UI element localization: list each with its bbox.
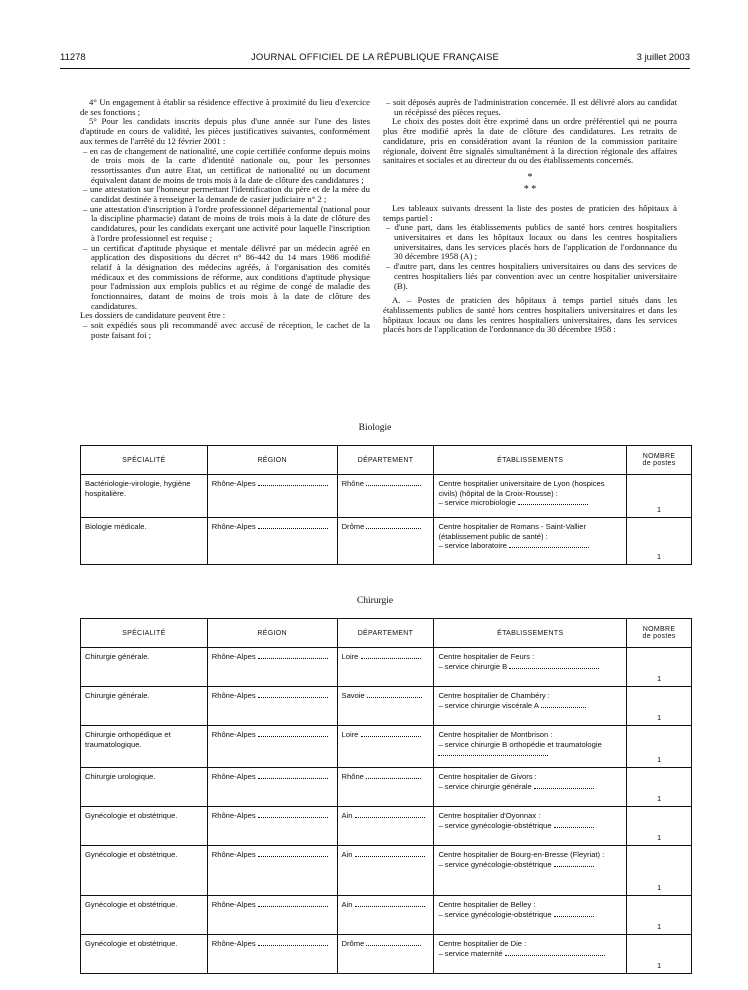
paragraph-choix: Le choix des postes doit être exprimé dans un ordre préférentiel qui ne pourra plus être modifié après la date de clôture des candidatures. Les retraits de candidature, pris en considération avant la réunion de la commission paritaire régionale, doivent être signalés simultanément à la direction régionale des affaires sanitaires et sociales et au directeur du ou des établissements concernés. xyxy=(383,116,677,166)
cell-region: Rhône-Alpes xyxy=(207,807,337,846)
list-item: – d'autre part, dans les centres hospitaliers universitaires ou dans des services de centres hospitaliers liés par convention avec un centre hospitalier universitaire (B). xyxy=(386,261,677,291)
section-separator: * * * xyxy=(523,171,537,195)
cell-specialite: Gynécologie et obstétrique. xyxy=(81,896,208,935)
cell-region: Rhône-Alpes xyxy=(207,846,337,896)
cell-specialite: Gynécologie et obstétrique. xyxy=(81,935,208,974)
cell-specialite: Chirurgie générale. xyxy=(81,687,208,726)
cell-region: Rhône-Alpes xyxy=(207,518,337,565)
col-header-departement: DÉPARTEMENT xyxy=(337,619,434,648)
cell-etablissement: Centre hospitalier de Feurs : – service chirurgie B xyxy=(434,648,627,687)
cell-departement: Drôme xyxy=(337,518,434,565)
cell-departement: Loire xyxy=(337,726,434,768)
cell-nombre: 1 xyxy=(627,807,692,846)
journal-title: JOURNAL OFFICIEL DE LA RÉPUBLIQUE FRANÇAISE xyxy=(250,52,500,63)
table-biologie xyxy=(80,445,692,565)
table-row xyxy=(81,687,692,726)
cell-departement: Drôme xyxy=(337,935,434,974)
page-number: 11278 xyxy=(60,52,86,63)
list-item: – un certificat d'aptitude physique et mentale délivré par un médecin agréé en application des dispositions du décret n° 86-442 du 14 mars 1986 modifié relatif à la désignation des médecins agréés, à l'organisation des comités médicaux et des commissions de réforme, aux conditions d'aptitude physique pour l'admission aux emplois publics et au régime de congé de maladie des fonctionnaires, datant de moins de trois mois à la date de clôture des candidatures. xyxy=(83,242,370,311)
section-title-biologie: Biologie xyxy=(358,423,392,433)
right-column xyxy=(383,98,677,335)
cell-nombre: 1 xyxy=(627,687,692,726)
cell-region: Rhône-Alpes xyxy=(207,648,337,687)
cell-region: Rhône-Alpes xyxy=(207,896,337,935)
cell-etablissement: Centre hospitalier d'Oyonnax : – service gynécologie-obstétrique xyxy=(434,807,627,846)
cell-specialite: Gynécologie et obstétrique. xyxy=(81,846,208,896)
table-row xyxy=(81,518,692,565)
header-rule xyxy=(60,68,690,69)
cell-specialite: Chirurgie urologique. xyxy=(81,768,208,807)
col-header-departement: DÉPARTEMENT xyxy=(337,446,434,475)
col-header-specialite: SPÉCIALITÉ xyxy=(81,446,208,475)
col-header-nombre: NOMBRE de postes xyxy=(627,446,692,475)
table-row xyxy=(81,726,692,768)
cell-region: Rhône-Alpes xyxy=(207,768,337,807)
cell-region: Rhône-Alpes xyxy=(207,726,337,768)
col-header-nombre: NOMBRE de postes xyxy=(627,619,692,648)
paragraph-dossiers: Les dossiers de candidature peuvent être : xyxy=(80,310,226,321)
cell-nombre: 1 xyxy=(627,935,692,974)
col-header-region: RÉGION xyxy=(207,446,337,475)
cell-departement: Rhône xyxy=(337,475,434,518)
cell-departement: Savoie xyxy=(337,687,434,726)
table-chirurgie xyxy=(80,618,692,974)
paragraph-5: 5° Pour les candidats inscrits depuis plus d'une année sur l'une des listes d'aptitude en cours de validité, les pièces justificatives suivantes, conformément aux termes de l'arrêté du 12 février 2001 : xyxy=(80,116,370,146)
list-item: – d'une part, dans les établissements publics de santé hors centres hospitaliers universitaires et dans les hôpitaux locaux ou dans les centres hospitaliers universitaires, dans les services placés hors de l'application de l'ordonnance du 30 décembre 1958 (A) ; xyxy=(386,222,677,262)
paragraph-4: 4° Un engagement à établir sa résidence effective à proximité du lieu d'exercice de ses fonctions ; xyxy=(80,97,370,117)
table-row xyxy=(81,846,692,896)
cell-specialite: Gynécologie et obstétrique. xyxy=(81,807,208,846)
cell-departement: Ain xyxy=(337,846,434,896)
list-item: – en cas de changement de nationalité, une copie certifiée conforme depuis moins de trois mois de la carte d'identité nationale ou, pour les personnes ressortissantes d'un autre Etat, un certificat de nationalité ou un document équivalent datant de moins de trois mois à la date de clôture des candidatures ; xyxy=(83,145,370,185)
table-row xyxy=(81,475,692,518)
section-title-chirurgie: Chirurgie xyxy=(356,596,394,606)
cell-specialite: Chirurgie orthopédique et traumatologique. xyxy=(81,726,208,768)
cell-specialite: Bactériologie-virologie, hygiène hospitalière. xyxy=(81,475,208,518)
cell-etablissement: Centre hospitalier de Romans - Saint-Vallier (établissement public de santé) : – service laboratoire xyxy=(434,518,627,565)
cell-etablissement: Centre hospitalier de Montbrison : – service chirurgie B orthopédie et traumatologie xyxy=(434,726,627,768)
cell-region: Rhône-Alpes xyxy=(207,935,337,974)
cell-etablissement: Centre hospitalier universitaire de Lyon (hospices civils) (hôpital de la Croix-Rousse) : – service microbiologie xyxy=(434,475,627,518)
col-header-etablissements: ÉTABLISSEMENTS xyxy=(434,619,627,648)
cell-specialite: Chirurgie générale. xyxy=(81,648,208,687)
page-header xyxy=(60,52,690,66)
list-item: – une attestation d'inscription à l'ordre professionnel départemental (national pour la discipline pharmacie) datant de moins de trois mois à la date de clôture des candidatures, pour les candidats exerçant une activité pour laquelle l'inscription à l'ordre professionnel est requise ; xyxy=(83,203,370,243)
cell-departement: Loire xyxy=(337,648,434,687)
cell-nombre: 1 xyxy=(627,648,692,687)
cell-nombre: 1 xyxy=(627,475,692,518)
cell-specialite: Biologie médicale. xyxy=(81,518,208,565)
col-header-region: RÉGION xyxy=(207,619,337,648)
cell-etablissement: Centre hospitalier de Belley : – service gynécologie-obstétrique xyxy=(434,896,627,935)
cell-departement: Ain xyxy=(337,807,434,846)
paragraph-tableaux: Les tableaux suivants dressent la liste des postes de praticien des hôpitaux à temps partiel : xyxy=(383,202,677,223)
cell-region: Rhône-Alpes xyxy=(207,687,337,726)
cell-nombre: 1 xyxy=(627,896,692,935)
table-row xyxy=(81,768,692,807)
cell-etablissement: Centre hospitalier de Chambéry : – service chirurgie viscérale A xyxy=(434,687,627,726)
col-header-specialite: SPÉCIALITÉ xyxy=(81,619,208,648)
table-row xyxy=(81,896,692,935)
list-item: – une attestation sur l'honneur permettant l'identification du père et de la mère du candidat destinée à renseigner la demande de casier judiciaire n° 2 ; xyxy=(83,184,370,205)
cell-nombre: 1 xyxy=(627,518,692,565)
cell-departement: Ain xyxy=(337,896,434,935)
table-row xyxy=(81,807,692,846)
cell-region: Rhône-Alpes xyxy=(207,475,337,518)
cell-etablissement: Centre hospitalier de Bourg-en-Bresse (Fleyriat) : – service gynécologie-obstétrique xyxy=(434,846,627,896)
publication-date: 3 juillet 2003 xyxy=(636,52,690,63)
left-column xyxy=(80,98,370,341)
list-item: – soit déposés auprès de l'administration concernée. Il est délivré alors au candidat un récépissé des pièces reçues. xyxy=(386,97,677,117)
table-row xyxy=(81,935,692,974)
cell-nombre: 1 xyxy=(627,768,692,807)
cell-nombre: 1 xyxy=(627,726,692,768)
table-row xyxy=(81,648,692,687)
paragraph-part-a: A. – Postes de praticien des hôpitaux à temps partiel situés dans les établissements publics de santé hors centres hospitaliers universitaires et dans les hôpitaux locaux ou dans les centres hospitaliers universitaires, dans les services placés hors de l'application de l'ordonnance du 30 décembre 1958 : xyxy=(383,295,677,335)
cell-departement: Rhône xyxy=(337,768,434,807)
cell-etablissement: Centre hospitalier de Givors : – service chirurgie générale xyxy=(434,768,627,807)
list-item: – soit expédiés sous pli recommandé avec accusé de réception, le cachet de la poste faisant foi ; xyxy=(83,320,370,340)
cell-nombre: 1 xyxy=(627,846,692,896)
col-header-etablissements: ÉTABLISSEMENTS xyxy=(434,446,627,475)
cell-etablissement: Centre hospitalier de Die : – service maternité xyxy=(434,935,627,974)
